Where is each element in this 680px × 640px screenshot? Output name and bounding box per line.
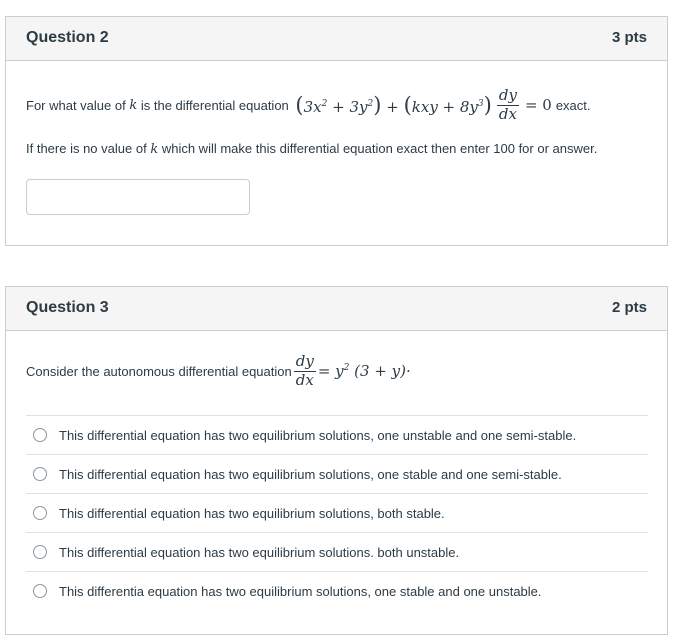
question-2-prompt — [26, 88, 591, 123]
eq-plus: + — [386, 98, 399, 117]
radio-button[interactable] — [33, 428, 47, 442]
note-text-after: which will make this differential equation exact then enter 100 for or answer. — [161, 141, 598, 156]
variable-k: k — [129, 97, 138, 113]
q3-fraction-denominator: dx — [295, 370, 314, 389]
eq-term-2: kxy + 8y — [411, 98, 478, 117]
question-3-points: 2 pts — [611, 299, 647, 316]
radio-button[interactable] — [33, 506, 47, 520]
radio-button[interactable] — [33, 584, 47, 598]
answer-option-label: This differential equation has two equilibrium solutions, both stable. — [59, 505, 445, 521]
differential-equation: $(3x^2 + 3y^2) + (kxy + 8y^3)$ — [295, 93, 492, 118]
answer-option-label: This differential equation has two equilibrium solutions, one stable and one semi-stable. — [59, 466, 562, 482]
question-2-title: Question 2 — [26, 29, 109, 46]
equals-zero: = 0 — [524, 96, 552, 115]
answer-option-label: This differentia equation has two equilibrium solutions, one stable and one unstable. — [59, 583, 542, 599]
q3-dy-dx-fraction — [294, 354, 316, 389]
answer-option[interactable] — [26, 454, 648, 493]
prompt-text-end: exact. — [555, 97, 591, 113]
rhs-part-b: (3 + y)· — [349, 362, 411, 381]
question-3-prompt — [26, 354, 411, 389]
question-3-header — [6, 287, 667, 331]
radio-button[interactable] — [33, 467, 47, 481]
eq-exp-3: 3 — [477, 99, 484, 110]
eq-term-1: 3x — [303, 98, 322, 117]
note-text-before: If there is no value of — [26, 141, 147, 156]
q3-fraction-numerator: dy — [295, 352, 314, 370]
answer-option[interactable] — [26, 532, 648, 571]
question-3-card — [5, 286, 668, 635]
answer-input[interactable] — [26, 179, 250, 215]
radio-button[interactable] — [33, 545, 47, 559]
question-2-header — [6, 17, 667, 61]
q3-prompt-text: Consider the autonomous differential equation — [26, 363, 292, 379]
question-2-note — [26, 141, 597, 157]
answer-option[interactable] — [26, 493, 648, 532]
rhs-part-a: = y — [317, 362, 344, 381]
eq-exp-2: 2 — [367, 99, 374, 110]
question-3-title: Question 3 — [26, 299, 109, 316]
prompt-text-before: For what value of — [26, 97, 126, 113]
question-2-points: 3 pts — [611, 29, 647, 46]
question-2-card — [5, 16, 668, 246]
q3-equation-rhs — [318, 362, 411, 380]
rhs-exponent: 2 — [343, 363, 350, 374]
fraction-denominator: dx — [498, 104, 517, 123]
dy-dx-fraction — [497, 88, 519, 123]
answer-option-label: This differential equation has two equilibrium solutions, one unstable and one semi-stable. — [59, 427, 577, 443]
answer-option-label: This differential equation has two equilibrium solutions. both unstable. — [59, 544, 460, 560]
answer-option[interactable] — [26, 415, 648, 454]
fraction-numerator: dy — [498, 86, 517, 104]
answer-options-list — [26, 415, 648, 610]
prompt-text-mid: is the differential equation — [140, 97, 289, 113]
eq-term-1b: + 3y — [327, 98, 368, 117]
answer-option[interactable] — [26, 571, 648, 610]
eq-exp-1: 2 — [321, 99, 328, 110]
variable-k-note: k — [150, 142, 159, 157]
